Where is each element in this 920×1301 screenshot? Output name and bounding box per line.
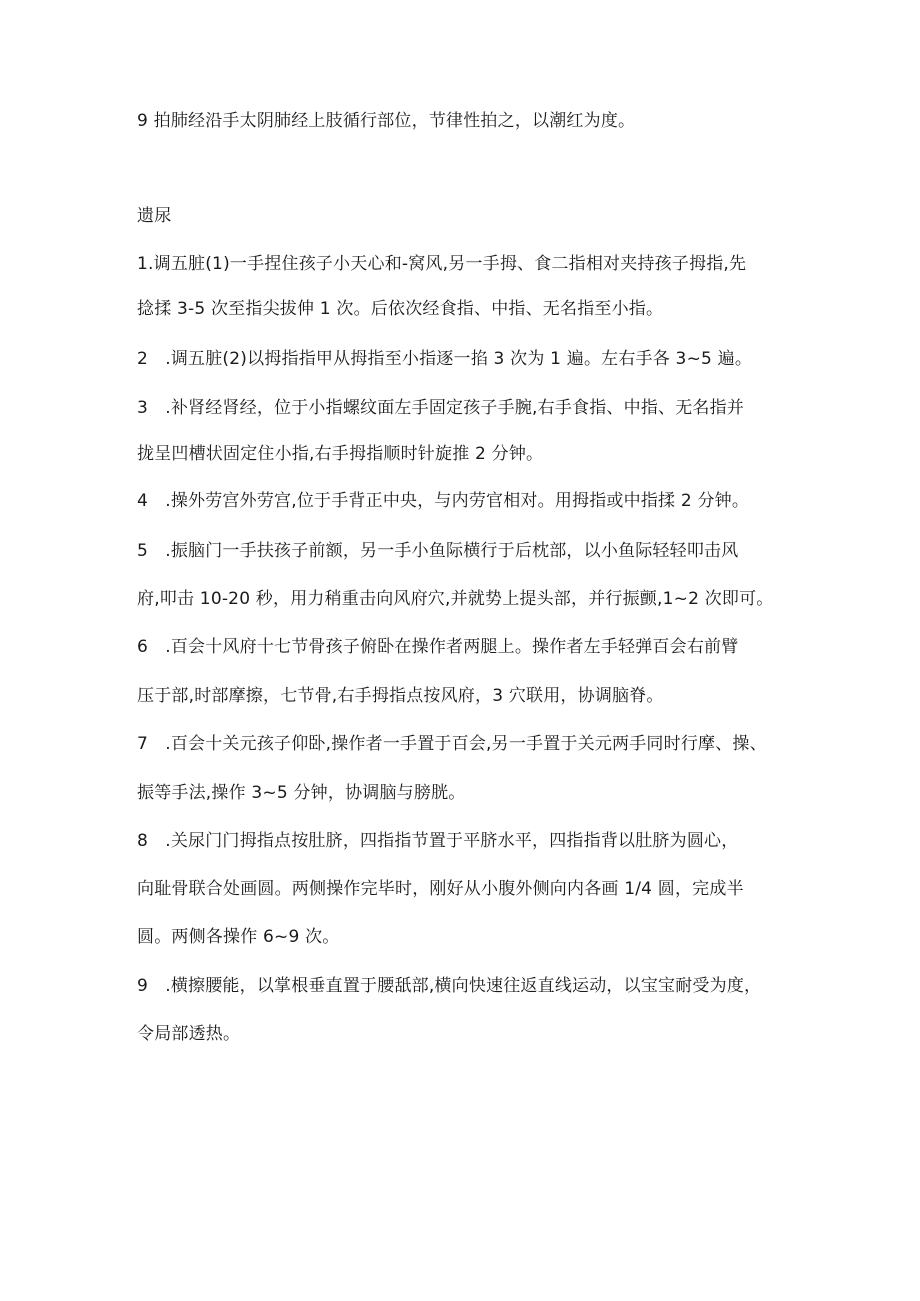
text-line-step-5-cont: 府,叩击 10-20 秒，用力稍重击向风府穴,并就势上提头部，并行振颤,1~2 次即可。 bbox=[137, 589, 774, 609]
text-line-step-9: 9 .横擦腰能，以掌根垂直置于腰舐部,横向快速往返直线运动，以宝宝耐受为度， bbox=[137, 976, 762, 996]
text-line-step-8-end: 圆。两侧各操作 6~9 次。 bbox=[137, 927, 340, 947]
text-line-step-5: 5 .振脑门一手扶孩子前额，另一手小鱼际横行于后枕部，以小鱼际轻轻叩击风 bbox=[137, 541, 739, 561]
text-line-step-4: 4 .操外劳宫外劳宫,位于手背正中央，与内劳官相对。用拇指或中指揉 2 分钟。 bbox=[137, 491, 750, 511]
text-line-step-6-cont: 压于部,时部摩擦，七节骨,右手拇指点按风府，3 穴联用，协调脑脊。 bbox=[137, 686, 664, 706]
text-line-step-1: 1.调五脏(1)一手捏住孩子小天心和-窝风,另一手拇、食二指相对夹持孩子拇指,先 bbox=[137, 254, 747, 274]
text-line-step-7: 7 .百会十关元孩子仰卧,操作者一手置于百会,另一手置于关元两手同时行摩、操、 bbox=[137, 734, 767, 754]
text-line-step-9-cont: 令局部透热。 bbox=[137, 1024, 241, 1044]
text-line-step-6: 6 .百会十风府十七节骨孩子俯卧在操作者两腿上。操作者左手轻弹百会右前臂 bbox=[137, 637, 739, 657]
text-line-step-3: 3 .补肾经肾经，位于小指螺纹面左手固定孩子手腕,右手食指、中指、无名指并 bbox=[137, 398, 745, 418]
text-line-step-8: 8 .关尿门门拇指点按肚脐，四指指节置于平脐水平，四指指背以肚脐为圆心， bbox=[137, 831, 739, 851]
text-line-step-8-cont: 向耻骨联合处画圆。两侧操作完毕时，刚好从小腹外侧向内各画 1/4 圆，完成半 bbox=[137, 879, 744, 899]
text-line-step-3-cont: 拢呈凹槽状固定住小指,右手拇指顺时针旋推 2 分钟。 bbox=[137, 444, 544, 464]
section-heading-enuresis: 遗尿 bbox=[137, 206, 172, 226]
text-line-step-1-cont: 捻揉 3-5 次至指尖拔伸 1 次。后依次经食指、中指、无名指至小指。 bbox=[137, 299, 664, 319]
text-line-step-7-cont: 振等手法,操作 3~5 分钟，协调脑与膀胱。 bbox=[137, 783, 466, 803]
text-line-step-2: 2 .调五脏(2)以拇指指甲从拇指至小指逐一掐 3 次为 1 遍。左右手各 3~5 遍。 bbox=[137, 349, 753, 369]
text-line-lung-meridian-pat: 9 拍肺经沿手太阴肺经上肢循行部位，节律性拍之，以潮红为度。 bbox=[137, 111, 636, 131]
